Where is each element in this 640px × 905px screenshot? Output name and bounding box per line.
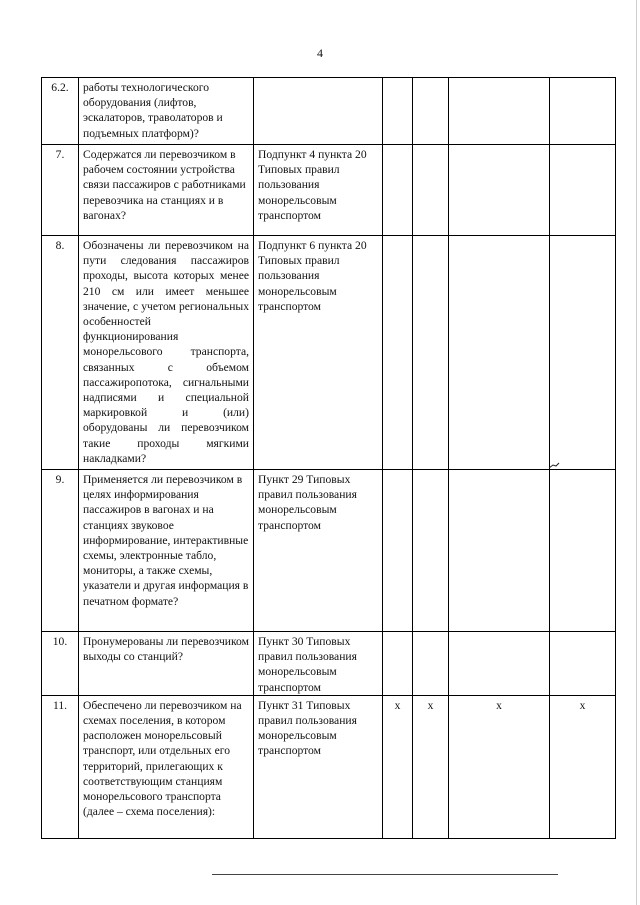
reference-cell: Подпункт 4 пункта 20 Типовых правил пользования монорельсовым транспортом	[254, 145, 383, 236]
page-number: 4	[317, 46, 323, 60]
reference-cell: Пункт 31 Типовых правил пользования монорельсовым транспортом	[254, 695, 383, 838]
pen-tick-mark	[548, 462, 560, 470]
question-cell: работы технологического оборудования (лифтов, эскалаторов, траволаторов и подъемных платформ)?	[79, 78, 254, 145]
row-number: 9.	[42, 470, 79, 632]
note-cell	[550, 236, 616, 470]
answer-no-cell	[413, 236, 449, 470]
table-row	[42, 236, 616, 470]
note-cell	[550, 78, 616, 145]
checklist-table	[41, 77, 616, 839]
answer-yes-cell: х	[383, 695, 413, 838]
reference-cell	[254, 78, 383, 145]
answer-na-cell: х	[449, 695, 550, 838]
scan-bottom-rule	[212, 874, 558, 875]
answer-yes-cell	[383, 470, 413, 632]
table-row	[42, 78, 616, 145]
answer-no-cell	[413, 470, 449, 632]
answer-yes-cell	[383, 145, 413, 236]
answer-yes-cell	[383, 78, 413, 145]
answer-yes-cell	[383, 236, 413, 470]
question-cell: Содержатся ли перевозчиком в рабочем состоянии устройства связи пассажиров с работниками перевозчика на станциях и в вагонах?	[79, 145, 254, 236]
answer-no-cell	[413, 78, 449, 145]
reference-cell: Пункт 30 Типовых правил пользования монорельсовым транспортом	[254, 632, 383, 696]
reference-cell: Подпункт 6 пункта 20 Типовых правил пользования монорельсовым транспортом	[254, 236, 383, 470]
row-number: 7.	[42, 145, 79, 236]
answer-na-cell	[449, 145, 550, 236]
row-number: 10.	[42, 632, 79, 696]
table-row	[42, 145, 616, 236]
row-number: 8.	[42, 236, 79, 470]
scan-edge-line	[636, 0, 637, 905]
question-cell: Пронумерованы ли перевозчиком выходы со станций?	[79, 632, 254, 696]
answer-no-cell	[413, 145, 449, 236]
question-cell: Применяется ли перевозчиком в целях информирования пассажиров в вагонах и на станциях звуковое информирование, интерактивные схемы, электронные табло, мониторы, а также схемы, указатели и другая информация в печатном формате?	[79, 470, 254, 632]
note-cell	[550, 145, 616, 236]
note-cell: х	[550, 695, 616, 838]
table-row	[42, 470, 616, 632]
answer-yes-cell	[383, 632, 413, 696]
answer-na-cell	[449, 470, 550, 632]
answer-na-cell	[449, 78, 550, 145]
table-row	[42, 632, 616, 696]
row-number: 6.2.	[42, 78, 79, 145]
row-number: 11.	[42, 695, 79, 838]
note-cell	[550, 470, 616, 632]
answer-no-cell: х	[413, 695, 449, 838]
answer-na-cell	[449, 236, 550, 470]
answer-na-cell	[449, 632, 550, 696]
question-cell: Обеспечено ли перевозчиком на схемах поселения, в котором расположен монорельсовый транспорт, или отдельных его территорий, прилегающих к соответствующим станциям монорельсового транспорта (далее – схема поселения):	[79, 695, 254, 838]
question-cell: Обозначены ли перевозчиком на пути следования пассажиров проходы, высота которых менее 210 см или имеет меньшее значение, с учетом региональных особенностей функционирования монорельсового транспорта, связанных с объемом пассажиропотока, сигнальными надписями и специальной маркировкой и (или) оборудованы ли перевозчиком такие проходы мягкими накладками?	[79, 236, 254, 470]
table-row	[42, 695, 616, 838]
reference-cell: Пункт 29 Типовых правил пользования монорельсовым транспортом	[254, 470, 383, 632]
note-cell	[550, 632, 616, 696]
answer-no-cell	[413, 632, 449, 696]
